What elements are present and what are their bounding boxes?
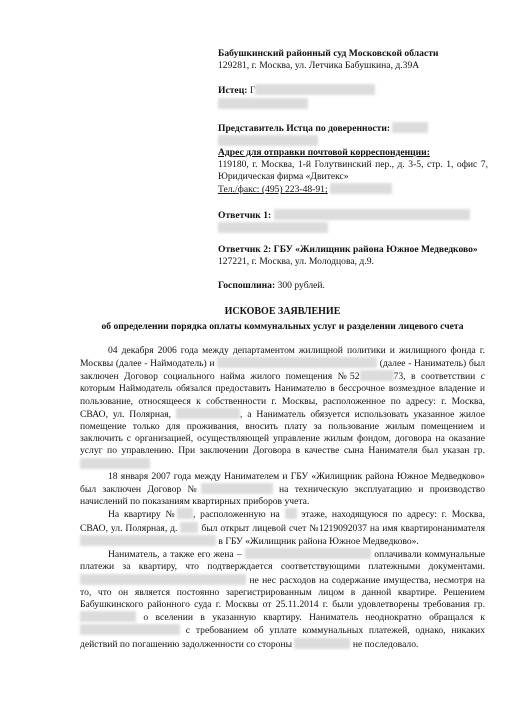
p4-part-c: не нес расходов на содержание имущества, несмотря на то, что он является постоянно зарегистрированным лицом в данной квартире. Решением Бабушкинского районного суда г. Москвы от 25.11.2014 г. были удовлетворены требования гр. — [80, 574, 485, 610]
redacted-p3-2 — [285, 508, 297, 519]
p2-part-b: на техническую эксплуатацию и производство начислений по показаниям квартирных приборов учета. — [80, 484, 485, 508]
court-block — [218, 48, 488, 72]
plaintiff-block — [218, 84, 488, 109]
p4-part-a: Наниматель, а также его жена – — [108, 549, 242, 561]
defendant2-block — [218, 244, 488, 268]
redacted-plaintiff-line2 — [218, 98, 308, 109]
p3-part-e: в ГБУ «Жилищник района Южное Медведково». — [218, 535, 419, 547]
paragraph-3 — [80, 508, 485, 548]
document-subtitle: об определении порядка оплаты коммунальных услуг и разделении лицевого счета — [101, 320, 464, 332]
fee-value: 300 рублей. — [277, 280, 325, 292]
defendant1-block — [218, 209, 488, 234]
redacted-phone — [330, 183, 392, 194]
representative-block — [218, 122, 488, 197]
p3-part-d: был открыт лицевой счет №1219092037 на имя квартиронанимателя — [201, 522, 486, 534]
plaintiff-label: Истец: — [218, 85, 248, 97]
mail-address: 119180, г. Москва, 1-й Голутвинский пер., д. 3-5, стр. 1, офис 7, Юридическая фирма «Двитекс» — [218, 159, 488, 183]
redacted-representative-line2 — [218, 135, 318, 146]
p1-part-c: 73, в соответствии с которым Наймодатель обязался предоставить Нанимателю в бессрочное возмездное владение и пользование, относящееся к собственности г. Москвы, расположенное по адресу: г. Москва, СВАО, ул. Полярная, — [80, 371, 485, 420]
redacted-p4-3 — [80, 611, 136, 622]
redacted-p3-4 — [80, 535, 216, 546]
p4-part-e: с требованием об уплате коммунальных платежей, однако, никаких действий по погашению задолженности со стороны — [80, 625, 485, 650]
address-block — [218, 48, 488, 292]
p4-part-b: оплачивали коммунальные платежи за квартиру, что подтверждается соответствующими платежными документами. — [80, 549, 485, 573]
p2-part-a: 18 января 2007 года между Нанимателем и ГБУ «Жилищник района Южное Медведково» был заключен Договор № — [80, 470, 485, 496]
redacted-p1-1 — [217, 357, 377, 368]
court-address: 129281, г. Москва, ул. Летчика Бабушкина, д.39А — [218, 60, 420, 72]
defendant2-name: ГБУ «Жилищник района Южное Медведково» — [273, 243, 478, 255]
document-body — [80, 345, 485, 651]
paragraph-2 — [80, 471, 485, 509]
redacted-p1-2 — [360, 370, 394, 381]
redacted-p1-3 — [176, 408, 240, 419]
p1-part-a: 04 декабря 2006 года между департаментом жилищной политики и жилищного фонда г. Москвы (далее - Наймодатель) и — [80, 344, 485, 370]
redacted-p1-4 — [80, 458, 150, 469]
mail-label: Адрес для отправки почтовой корреспонденции: — [218, 146, 430, 158]
court-name: Бабушкинский районный суд Московской области — [218, 48, 439, 59]
p3-part-c: этаже, находящуюся по адресу: г. Москва, СВАО, ул. Полярная, д. — [80, 509, 485, 534]
redacted-defendant1 — [274, 209, 470, 220]
p1-part-b: (далее - Наниматель) был заключен Договор социального найма жилого помещения №52 — [80, 358, 486, 383]
phone-label: Тел./факс: (495) 223-48-91; — [218, 184, 328, 196]
p1-part-d: , а Наниматель обязуется использовать указанное жилое помещение только для проживания, вносить плату за пользование жилым помещением и заключить с организацией, осуществляющей управление жилым фондом, договора на оказание услуг по управлению. При заключении Договора в качестве сына Нанимателя был указан гр. — [80, 408, 485, 457]
paragraph-1 — [80, 345, 485, 471]
fee-label: Госпошлина: — [218, 280, 276, 292]
defendant2-label: Ответчик 2: — [218, 243, 272, 255]
redacted-p4-1 — [245, 548, 371, 559]
paragraph-4 — [80, 548, 485, 651]
document-title: ИСКОВОЕ ЗАЯВЛЕНИЕ — [224, 306, 341, 318]
plaintiff-name: Г — [249, 85, 256, 97]
defendant2-address: 127221, г. Москва, ул. Молодцова, д.9. — [218, 256, 374, 268]
redacted-p4-4 — [80, 624, 180, 635]
redacted-p4-2 — [80, 574, 246, 585]
fee-block — [218, 280, 488, 292]
p3-part-a: На квартиру № — [108, 509, 178, 521]
redacted-p3-1 — [177, 508, 193, 519]
p3-part-b: , расположенную на — [193, 509, 280, 521]
p4-part-d: о вселении в указанную квартиру. Наниматель неоднократно обращался к — [143, 612, 485, 624]
redacted-p3-3 — [180, 522, 198, 533]
defendant1-label: Ответчик 1: — [218, 209, 272, 221]
redacted-plaintiff — [255, 84, 375, 95]
p4-part-f: не последовало. — [352, 638, 419, 650]
redacted-p2-1 — [201, 483, 273, 494]
representative-label: Представитель Истца по доверенности: — [218, 122, 391, 134]
redacted-defendant1-line2 — [218, 222, 328, 233]
redacted-representative — [392, 122, 428, 133]
redacted-p4-5 — [294, 638, 350, 649]
